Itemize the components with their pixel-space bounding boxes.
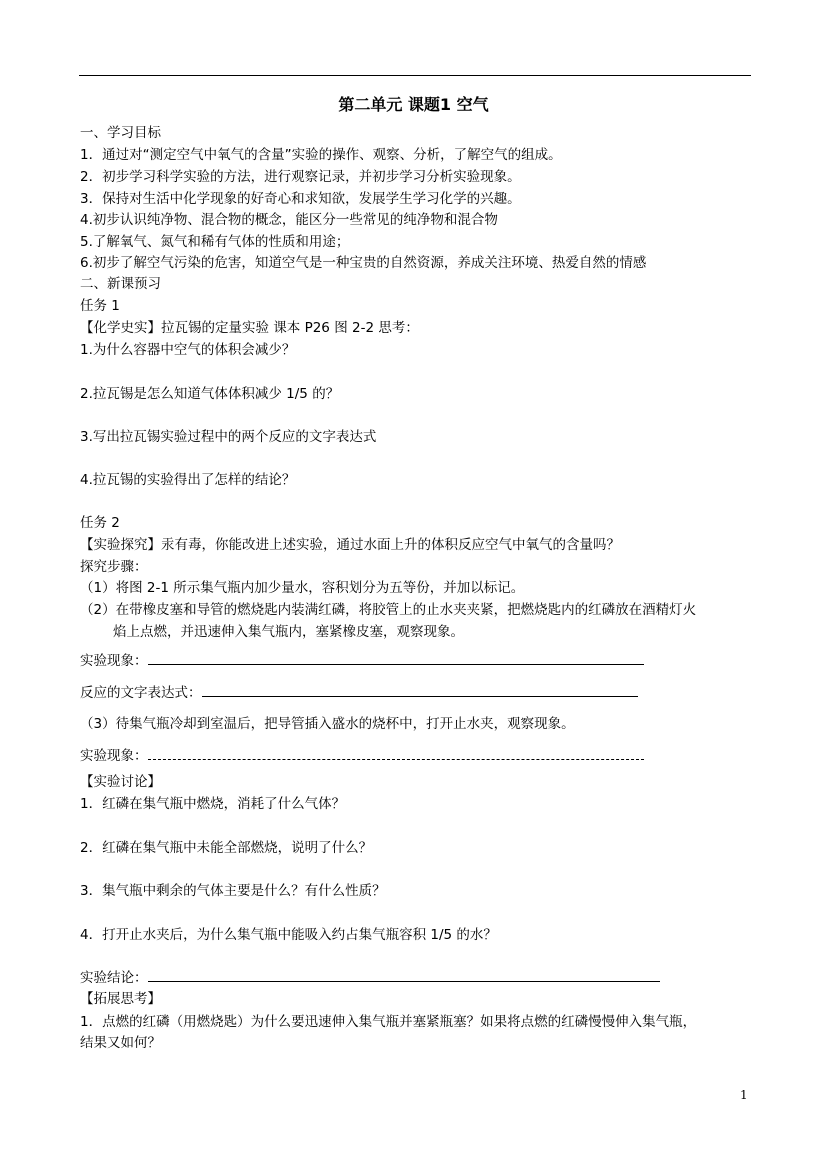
task2-intro: 【实验探究】汞有毒，你能改进上述实验，通过水面上升的体积反应空气中氧气的含量吗？	[80, 537, 620, 553]
extension-heading: 【拓展思考】	[80, 991, 161, 1007]
observation-1-row	[80, 652, 644, 670]
extension-question-1-line-2: 结果又如何？	[80, 1035, 161, 1051]
observation-2-label: 实验现象：	[80, 748, 148, 764]
conclusion-blank[interactable]	[148, 969, 660, 982]
page-number: 1	[740, 1088, 748, 1102]
discussion-heading: 【实验讨论】	[80, 774, 161, 790]
observation-1-label: 实验现象：	[80, 653, 148, 669]
objective-2: 2．初步学习科学实验的方法，进行观察记录，并初步学习分析实验现象。	[80, 169, 521, 185]
section-heading-preview: 二、新课预习	[80, 276, 161, 292]
task1-label: 任务 1	[80, 298, 120, 314]
conclusion-label: 实验结论：	[80, 970, 148, 986]
steps-heading: 探究步骤：	[80, 559, 148, 575]
extension-question-1-line-1: 1．点燃的红磷（用燃烧匙）为什么要迅速伸入集气瓶并塞紧瓶塞？如果将点燃的红磷慢慢伸入集气瓶，	[80, 1014, 697, 1030]
task2-label: 任务 2	[80, 515, 120, 531]
objective-5: 5.了解氧气、氮气和稀有气体的性质和用途；	[80, 234, 350, 250]
task1-question-1: 1.为什么容器中空气的体积会减少？	[80, 342, 296, 358]
task1-question-3: 3.写出拉瓦锡实验过程中的两个反应的文字表达式	[80, 429, 377, 445]
objective-3: 3．保持对生活中化学现象的好奇心和求知欲，发展学生学习化学的兴趣。	[80, 191, 521, 207]
step-1: （1）将图 2-1 所示集气瓶内加少量水，容积划分为五等份，并加以标记。	[80, 580, 525, 596]
objective-6: 6.初步了解空气污染的危害，知道空气是一种宝贵的自然资源，养成关注环境、热爱自然的情感	[80, 255, 647, 271]
header-rule	[79, 75, 751, 76]
observation-1-blank[interactable]	[148, 652, 644, 665]
section-heading-objectives: 一、学习目标	[80, 125, 161, 141]
discussion-question-3: 3．集气瓶中剩余的气体主要是什么？有什么性质？	[80, 883, 386, 899]
equation-blank[interactable]	[202, 684, 638, 697]
task1-question-4: 4.拉瓦锡的实验得出了怎样的结论？	[80, 472, 296, 488]
observation-2-blank[interactable]	[148, 747, 644, 760]
conclusion-row	[80, 969, 660, 987]
page-title: 第二单元 课题1 空气	[338, 95, 489, 114]
task1-intro: 【化学史实】拉瓦锡的定量实验 课本 P26 图 2-2 思考：	[80, 320, 419, 336]
task1-question-2: 2.拉瓦锡是怎么知道气体体积减少 1/5 的？	[80, 386, 340, 402]
step-3: （3）待集气瓶冷却到室温后，把导管插入盛水的烧杯中，打开止水夹，观察现象。	[80, 716, 575, 732]
equation-label: 反应的文字表达式：	[80, 685, 202, 701]
objective-1: 1．通过对“测定空气中氧气的含量”实验的操作、观察、分析，了解空气的组成。	[80, 147, 562, 163]
discussion-question-1: 1．红磷在集气瓶中燃烧，消耗了什么气体？	[80, 796, 346, 812]
observation-2-row	[80, 747, 644, 765]
step-2-line-1: （2）在带橡皮塞和导管的燃烧匙内装满红磷，将胶管上的止水夹夹紧，把燃烧匙内的红磷放在酒精灯火	[80, 602, 697, 618]
step-2-line-2: 焰上点燃，并迅速伸入集气瓶内，塞紧橡皮塞，观察现象。	[113, 624, 464, 640]
objective-4: 4.初步认识纯净物、混合物的概念，能区分一些常见的纯净物和混合物	[80, 212, 498, 228]
discussion-question-2: 2．红磷在集气瓶中未能全部燃烧，说明了什么？	[80, 840, 373, 856]
equation-row	[80, 684, 638, 702]
discussion-question-4: 4．打开止水夹后，为什么集气瓶中能吸入约占集气瓶容积 1/5 的水？	[80, 927, 497, 943]
